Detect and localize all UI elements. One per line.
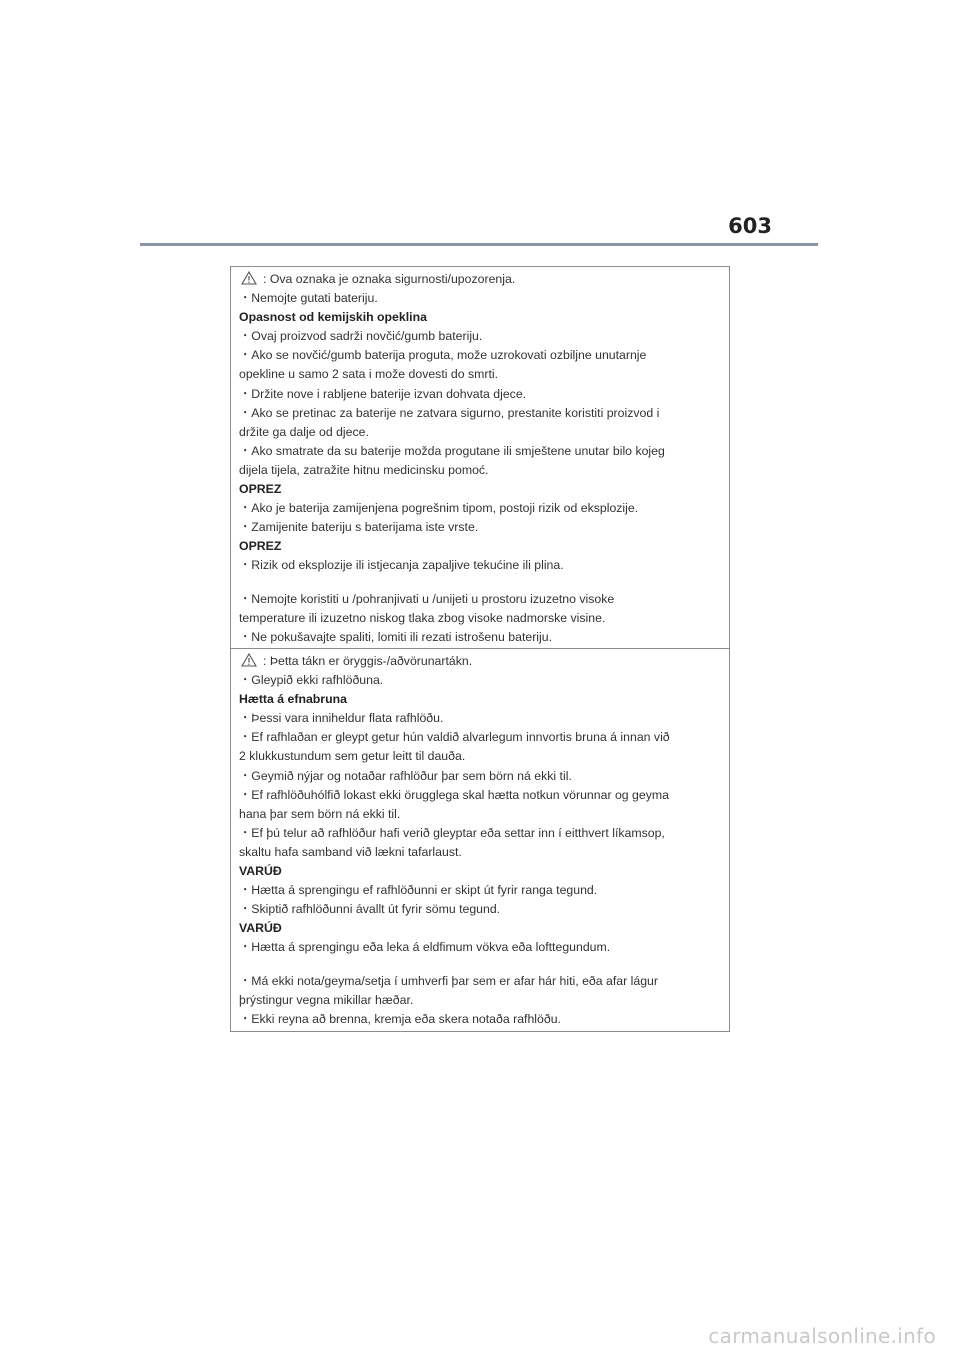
line-text: þrýstingur vegna mikillar hæðar. [239,992,414,1007]
text-line [239,938,721,957]
text-line [239,991,721,1010]
text-line [239,709,721,728]
text-line [239,289,721,308]
line-text: ・Ne pokušavajte spaliti, lomiti ili rezati istrošenu bateriju. [239,629,553,644]
text-line [239,442,721,461]
text-line [239,518,721,537]
watermark: carmanualsonline.info [708,1324,936,1348]
warning-triangle-icon [241,653,257,667]
text-line [239,728,721,747]
line-text: ・Ako smatrate da su baterije možda progutane ili smještene unutar bilo kojeg [239,443,665,458]
line-text: ・Ef rafhlöðuhólfið lokast ekki örugglega skal hætta notkun vörunnar og geyma [239,787,669,802]
text-line [239,499,721,518]
section-heading [239,862,721,881]
text-line [239,1010,721,1029]
text-line [239,900,721,919]
text-line [239,652,721,671]
line-text: dijela tijela, zatražite hitnu medicinsku pomoć. [239,462,489,477]
section-heading [239,690,721,709]
text-line [239,805,721,824]
text-line [239,270,721,289]
line-text: ・Ovaj proizvod sadrži novčić/gumb bateriju. [239,329,483,344]
line-text: : Þetta tákn er öryggis-/aðvörunartákn. [263,654,473,668]
line-text: 2 klukkustundum sem getur leitt til dauða. [239,749,466,764]
text-line [239,556,721,575]
text-line [239,346,721,365]
line-text: ・Ekki reyna að brenna, kremja eða skera notaða rafhlöðu. [239,1011,561,1026]
line-text: OPREZ [239,482,282,497]
line-text: VARÚÐ [239,921,282,936]
line-text: ・Hætta á sprengingu eða leka á eldfimum vökva eða lofttegundum. [239,940,611,955]
line-text: ・Gleypið ekki rafhlöðuna. [239,673,384,688]
text-line [239,404,721,423]
text-line [239,786,721,805]
line-text: ・Ef rafhlaðan er gleypt getur hún valdið alvarlegum innvortis bruna á innan við [239,730,670,745]
line-text: ・Má ekki nota/geyma/setja í umhverfi þar sem er afar hár hiti, eða afar lágur [239,973,658,988]
section-heading [239,480,721,499]
text-line [239,881,721,900]
line-text: ・Þessi vara inniheldur flata rafhlöðu. [239,711,444,726]
line-text: opekline u samo 2 sata i može dovesti do smrti. [239,367,499,382]
line-text: ・Ako je baterija zamijenjena pogrešnim tipom, postoji rizik od eksplozije. [239,501,639,516]
text-line [239,423,721,442]
text-line [239,824,721,843]
line-text: skaltu hafa samband við lækni tafarlaust. [239,844,462,859]
line-text: Opasnost od kemijskih opeklina [239,310,427,325]
spacer [239,576,721,590]
section-heading [239,537,721,556]
header-rule [140,243,818,246]
section-heading [239,308,721,327]
line-text: ・Ako se novčić/gumb baterija proguta, može uzrokovati ozbiljne unutarnje [239,348,647,363]
text-line [239,972,721,991]
notice-section-croatian [231,267,729,649]
line-text: ・Skiptið rafhlöðunni ávallt út fyrir sömu tegund. [239,902,501,917]
text-line [239,843,721,862]
warning-triangle-icon [241,271,257,285]
line-text: VARÚÐ [239,864,282,879]
line-text: temperature ili izuzetno niskog tlaka zbog visoke nadmorske visine. [239,610,606,625]
text-line [239,590,721,609]
text-line [239,628,721,647]
text-line [239,767,721,786]
line-text: ・Zamijenite bateriju s baterijama iste vrste. [239,520,479,535]
page-number: 603 [728,214,772,238]
line-text: ・Držite nove i rabljene baterije izvan dohvata djece. [239,386,527,401]
line-text: hana þar sem börn ná ekki til. [239,806,401,821]
line-text: držite ga dalje od djece. [239,424,369,439]
text-line [239,327,721,346]
text-line [239,365,721,384]
spacer [239,958,721,972]
line-text: ・Nemojte koristiti u /pohranjivati u /unijeti u prostoru izuzetno visoke [239,591,615,606]
line-text: Hætta á efnabruna [239,692,347,707]
line-text: ・Nemojte gutati bateriju. [239,291,378,306]
line-text: ・Geymið nýjar og notaðar rafhlöður þar sem börn ná ekki til. [239,768,572,783]
notice-box [230,266,730,1032]
section-heading [239,919,721,938]
line-text: ・Hætta á sprengingu ef rafhlöðunni er skipt út fyrir ranga tegund. [239,883,598,898]
line-text: ・Rizik od eksplozije ili istjecanja zapaljive tekućine ili plina. [239,558,564,573]
line-text: : Ova oznaka je oznaka sigurnosti/upozorenja. [263,272,516,286]
notice-section-icelandic [231,649,729,1031]
text-line [239,609,721,628]
text-line [239,747,721,766]
text-line [239,671,721,690]
line-text: ・Ef þú telur að rafhlöður hafi verið gleyptar eða settar inn í eitthvert líkamsop, [239,825,665,840]
text-line [239,461,721,480]
line-text: OPREZ [239,539,282,554]
text-line [239,385,721,404]
line-text: ・Ako se pretinac za baterije ne zatvara sigurno, prestanite koristiti proizvod i [239,405,660,420]
